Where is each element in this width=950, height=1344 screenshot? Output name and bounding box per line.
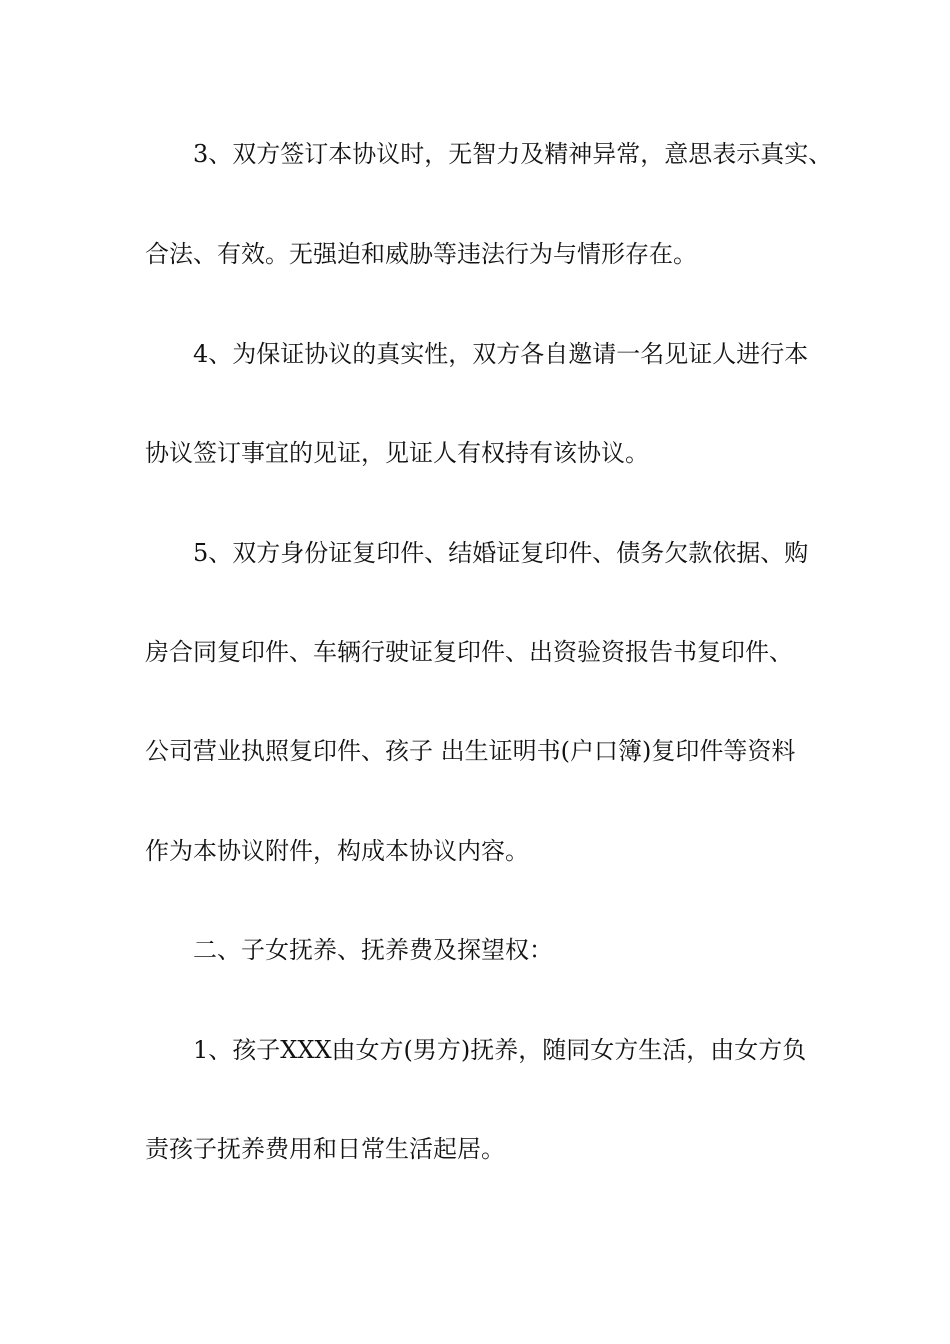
clause-4-line-2: 协议签订事宜的见证，见证人有权持有该协议。 — [145, 439, 649, 467]
clause-5-line-3: 公司营业执照复印件、孩子 出生证明书(户口簿)复印件等资料 — [145, 737, 796, 765]
section-2-clause-1-line-2: 责孩子抚养费用和日常生活起居。 — [145, 1135, 505, 1163]
clause-3-line-2: 合法、有效。无强迫和威胁等违法行为与情形存在。 — [145, 240, 697, 268]
section-2-clause-1-line-1: 1、孩子XXX由女方(男方)抚养，随同女方生活，由女方负 — [193, 1036, 807, 1064]
clause-5-line-1: 5、双方身份证复印件、结婚证复印件、债务欠款依据、购 — [193, 539, 809, 567]
clause-5-line-2: 房合同复印件、车辆行驶证复印件、出资验资报告书复印件、 — [145, 638, 793, 666]
clause-4-line-1: 4、为保证协议的真实性，双方各自邀请一名见证人进行本 — [193, 340, 809, 368]
section-2-heading: 二、子女抚养、抚养费及探望权： — [193, 936, 553, 964]
clause-5-line-4: 作为本协议附件，构成本协议内容。 — [145, 837, 529, 865]
clause-3-line-1: 3、双方签订本协议时，无智力及精神异常，意思表示真实、 — [193, 140, 833, 168]
